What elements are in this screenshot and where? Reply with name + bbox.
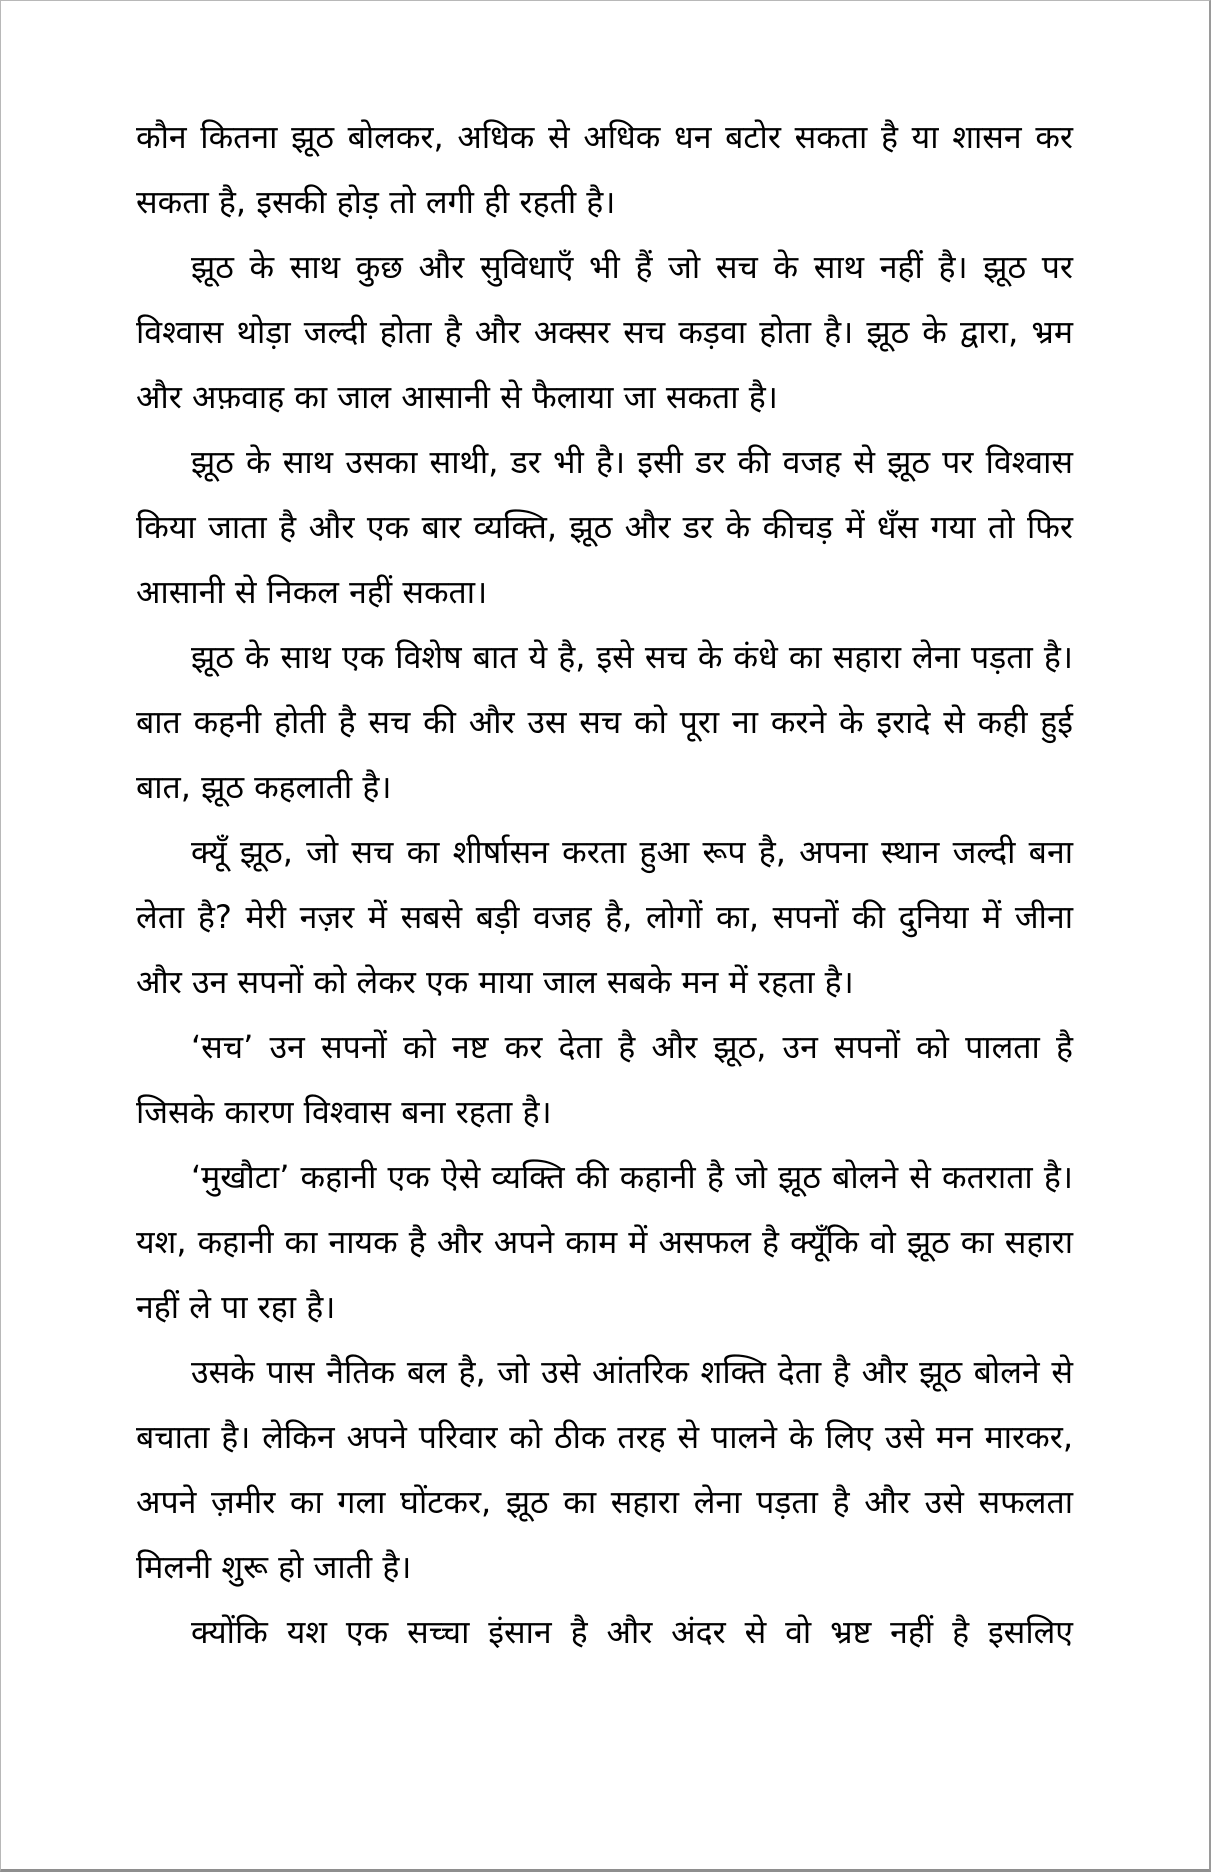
text-line-12: क्यूँ झूठ, जो सच का शीर्षासन करता हुआ रूप है, अपना स्थान जल्दी बना [191,833,1073,871]
text-line-3: झूठ के साथ कुछ और सुविधाएँ भी हैं जो सच के साथ नहीं है। झूठ पर [191,248,1073,286]
text-line-18: यश, कहानी का नायक है और अपने काम में असफल है क्यूँकि वो झूठ का सहारा [136,1223,1073,1261]
text-line-24: क्योंकि यश एक सच्चा इंसान है और अंदर से वो भ्रष्ट नहीं है इसलिए [191,1613,1073,1651]
text-line-23: मिलनी शुरू हो जाती है। [136,1548,412,1586]
text-line-6: झूठ के साथ उसका साथी, डर भी है। इसी डर की वजह से झूठ पर विश्वास [191,443,1073,481]
text-line-8: आसानी से निकल नहीं सकता। [136,573,488,611]
text-line-10: बात कहनी होती है सच की और उस सच को पूरा ना करने के इरादे से कही हुई [136,703,1073,741]
text-line-7: किया जाता है और एक बार व्यक्ति, झूठ और डर के कीचड़ में धँस गया तो फिर [136,508,1073,546]
text-line-19: नहीं ले पा रहा है। [136,1288,336,1326]
text-line-14: और उन सपनों को लेकर एक माया जाल सबके मन में रहता है। [136,963,854,1001]
text-line-11: बात, झूठ कहलाती है। [136,768,392,806]
text-line-13: लेता है? मेरी नज़र में सबसे बड़ी वजह है, लोगों का, सपनों की दुनिया में जीना [136,898,1073,936]
text-line-16: जिसके कारण विश्वास बना रहता है। [136,1093,552,1131]
text-line-2: सकता है, इसकी होड़ तो लगी ही रहती है। [136,183,616,221]
text-line-9: झूठ के साथ एक विशेष बात ये है, इसे सच के कंधे का सहारा लेना पड़ता है। [191,638,1073,676]
text-line-17: ‘मुखौटा’ कहानी एक ऐसे व्यक्ति की कहानी है जो झूठ बोलने से कतराता है। [191,1158,1073,1196]
body-text [136,105,1073,1665]
text-line-21: बचाता है। लेकिन अपने परिवार को ठीक तरह से पालने के लिए उसे मन मारकर, [136,1418,1073,1456]
text-line-4: विश्वास थोड़ा जल्दी होता है और अक्सर सच कड़वा होता है। झूठ के द्वारा, भ्रम [136,313,1073,351]
text-line-20: उसके पास नैतिक बल है, जो उसे आंतरिक शक्ति देता है और झूठ बोलने से [191,1353,1073,1391]
text-line-5: और अफ़वाह का जाल आसानी से फैलाया जा सकता है। [136,378,778,416]
text-line-15: ‘सच’ उन सपनों को नष्ट कर देता है और झूठ, उन सपनों को पालता है [191,1028,1073,1066]
text-line-1: कौन कितना झूठ बोलकर, अधिक से अधिक धन बटोर सकता है या शासन कर [136,118,1073,156]
text-line-22: अपने ज़मीर का गला घोंटकर, झूठ का सहारा लेना पड़ता है और उसे सफलता [136,1483,1073,1521]
